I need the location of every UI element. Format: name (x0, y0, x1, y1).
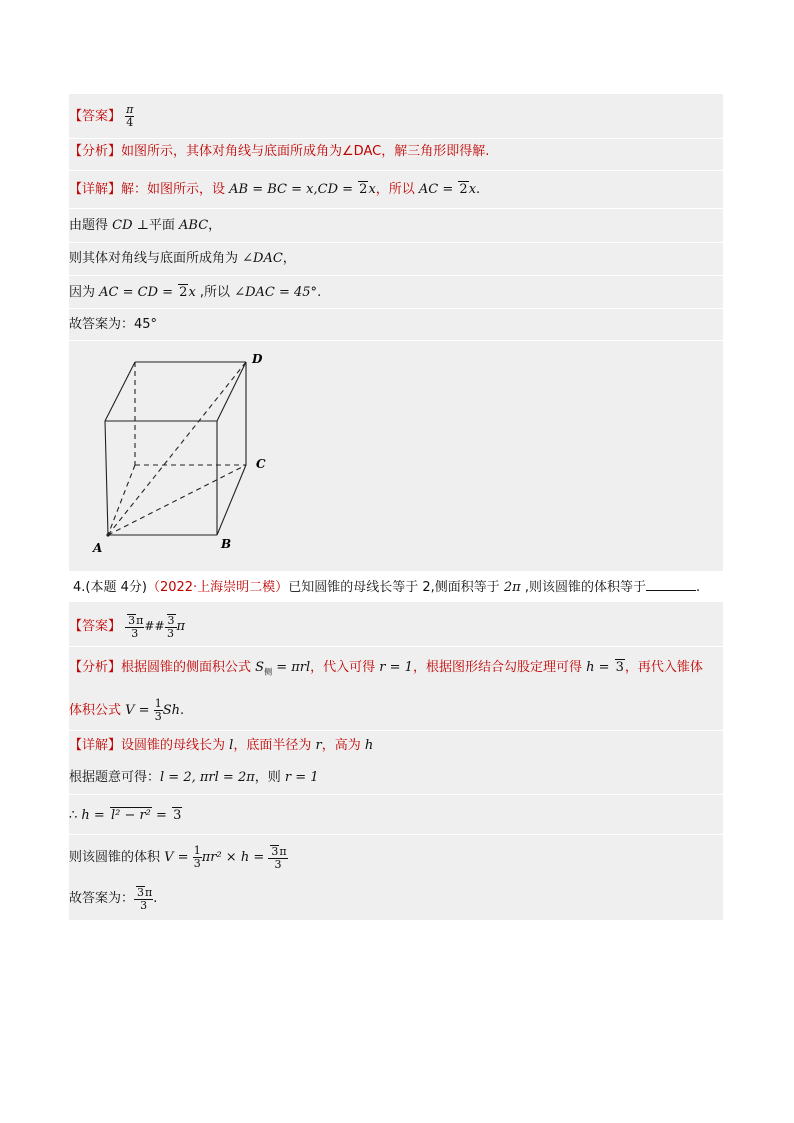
analysis-text: 如图所示，其体对角线与底面所成角为∠DAC，解三角形即得解. (121, 144, 490, 159)
answer-numerator: π (126, 103, 134, 116)
fraction-one-third (193, 845, 202, 870)
sqrt: 3 (137, 885, 145, 899)
line-because (69, 284, 723, 301)
line-given (69, 770, 723, 786)
analysis-text: 体积公式 (69, 703, 126, 718)
line-text: . (317, 285, 322, 300)
question-end: . (695, 580, 701, 595)
analysis-row-2 (69, 694, 723, 728)
detail-var-b: x (468, 182, 477, 197)
therefore: ∴ (69, 808, 82, 823)
line-math: r = 1 (284, 770, 319, 785)
label-B: B (221, 537, 232, 551)
line-sqrt: 2 (179, 285, 188, 300)
detail-sqrt-b: 2 (459, 182, 468, 197)
num-tail: π (145, 885, 153, 899)
numerator: 1 (193, 844, 201, 857)
line-text: 因为 (69, 285, 100, 300)
answer-pi: π (176, 619, 186, 634)
analysis-text: ，再代入锥体 (624, 660, 703, 675)
analysis-text: ，代入可得 (310, 660, 380, 675)
final-answer-text: 故答案为： (69, 891, 135, 906)
final-end: . (153, 891, 158, 906)
question-text-b: ,则该圆锥的体积等于 (520, 580, 646, 595)
line-math: h = (81, 808, 109, 823)
detail-math: AB = BC = x,CD = (229, 182, 358, 197)
volume-result-fraction (268, 845, 287, 871)
analysis-tag: 【分析】 (69, 144, 122, 159)
line-text: 平面 (148, 218, 180, 233)
cube-figure (79, 344, 299, 569)
answer-tag: 【答案】 (69, 619, 122, 634)
final-answer-row (69, 317, 723, 333)
label-C: C (256, 457, 266, 471)
denominator: 3 (140, 898, 148, 912)
analysis-math: Sh (162, 703, 180, 718)
line-math: x (188, 285, 196, 300)
analysis-math: r = 1 (379, 660, 413, 675)
label-D: D (252, 352, 263, 366)
line-text: 则该圆锥的体积 (69, 850, 165, 865)
answer-fraction-2 (165, 614, 177, 640)
analysis-math: h = (586, 660, 614, 675)
analysis-math: S (255, 660, 265, 675)
line-text: 则其体对角线与底面所成角为 (69, 251, 243, 266)
detail-row (69, 181, 723, 198)
sqrt: 3 (128, 613, 136, 627)
label-A: A (93, 541, 103, 555)
analysis-math: = πrl (272, 660, 311, 675)
line-math: ∠DAC (242, 251, 283, 266)
answer-denominator: 4 (126, 116, 134, 129)
detail-sqrt: 2 (359, 182, 368, 197)
num-tail: π (136, 613, 144, 627)
answer-fraction (125, 104, 134, 129)
line-math: V = (164, 850, 193, 865)
answer-separator: ## (144, 619, 165, 633)
detail-math-b: AC = (418, 182, 458, 197)
line-height (69, 807, 723, 824)
answer-row (69, 608, 723, 644)
final-answer-fraction (134, 886, 153, 912)
answer-fraction-1 (125, 614, 144, 640)
detail-var: r (315, 738, 322, 753)
sqrt: 3 (271, 844, 279, 858)
line-text: 由题得 (69, 218, 113, 233)
line-math: ABC (179, 218, 209, 233)
detail-var: l (229, 738, 234, 753)
line-sqrt: 3 (173, 808, 182, 823)
question-4 (73, 580, 700, 596)
line-text: ，则 (254, 770, 285, 785)
fraction-one-third (154, 698, 163, 723)
detail-text: 设圆锥的母线长为 (121, 738, 230, 753)
solution-block-3 (69, 94, 723, 571)
analysis-tag: 【分析】 (69, 660, 122, 675)
analysis-sqrt: 3 (615, 660, 624, 675)
detail-tag: 【详解】 (69, 182, 122, 197)
line-volume (69, 839, 723, 877)
detail-text: 解：如图所示，设 (121, 182, 230, 197)
final-answer-row (69, 880, 723, 918)
answer-blank (646, 580, 696, 591)
detail-end: . (476, 182, 481, 197)
analysis-sub: 侧 (264, 667, 273, 677)
question-score: (本题 4分) (85, 580, 147, 595)
line-math: l = 2, πrl = 2π (160, 770, 255, 785)
line-text: 根据题意可得： (69, 770, 161, 785)
final-answer-text: 故答案为：45° (69, 317, 158, 332)
line-math: πr² × h = (201, 850, 269, 865)
detail-var: x (368, 182, 376, 197)
analysis-text: ，根据图形结合勾股定理可得 (412, 660, 587, 675)
line-sqrt: l² − r² (110, 808, 151, 823)
denominator: 3 (274, 857, 282, 871)
denominator: 3 (167, 626, 174, 640)
line-text: ,所以 (195, 285, 235, 300)
denominator: 3 (193, 857, 201, 870)
analysis-row (69, 659, 723, 681)
detail-text-b: ，所以 (375, 182, 419, 197)
denominator: 3 (154, 710, 162, 723)
num-tail: π (279, 844, 287, 858)
line-math: AC = CD = (99, 285, 178, 300)
sqrt: 3 (167, 613, 175, 627)
detail-text: ，底面半径为 (233, 738, 316, 753)
question-text-a: 已知圆锥的母线长等于 2,侧面积等于 (288, 580, 504, 595)
question-number: 4. (73, 580, 86, 595)
line-math: ∠DAC = 45° (234, 285, 318, 300)
line-text: ， (282, 251, 296, 266)
line-math: = (151, 808, 172, 823)
answer-row (69, 104, 723, 134)
solution-block-4 (69, 602, 723, 920)
question-source: （2022·上海崇明二模） (146, 580, 289, 595)
numerator: 1 (154, 697, 162, 710)
line-angle (69, 251, 723, 267)
detail-var: h (364, 738, 374, 753)
line-cd-perp (69, 218, 723, 234)
detail-text: ，高为 (321, 738, 365, 753)
question-math: 2π (503, 580, 521, 595)
detail-tag: 【详解】 (69, 738, 122, 753)
detail-row (69, 738, 723, 754)
line-text: ， (208, 218, 222, 233)
analysis-row (69, 144, 723, 160)
line-math: CD ⊥ (112, 218, 149, 233)
answer-tag: 【答案】 (69, 109, 122, 124)
analysis-math: V = (125, 703, 154, 718)
denominator: 3 (131, 626, 139, 640)
analysis-end: . (179, 703, 185, 718)
analysis-text: 根据圆锥的侧面积公式 (121, 660, 256, 675)
